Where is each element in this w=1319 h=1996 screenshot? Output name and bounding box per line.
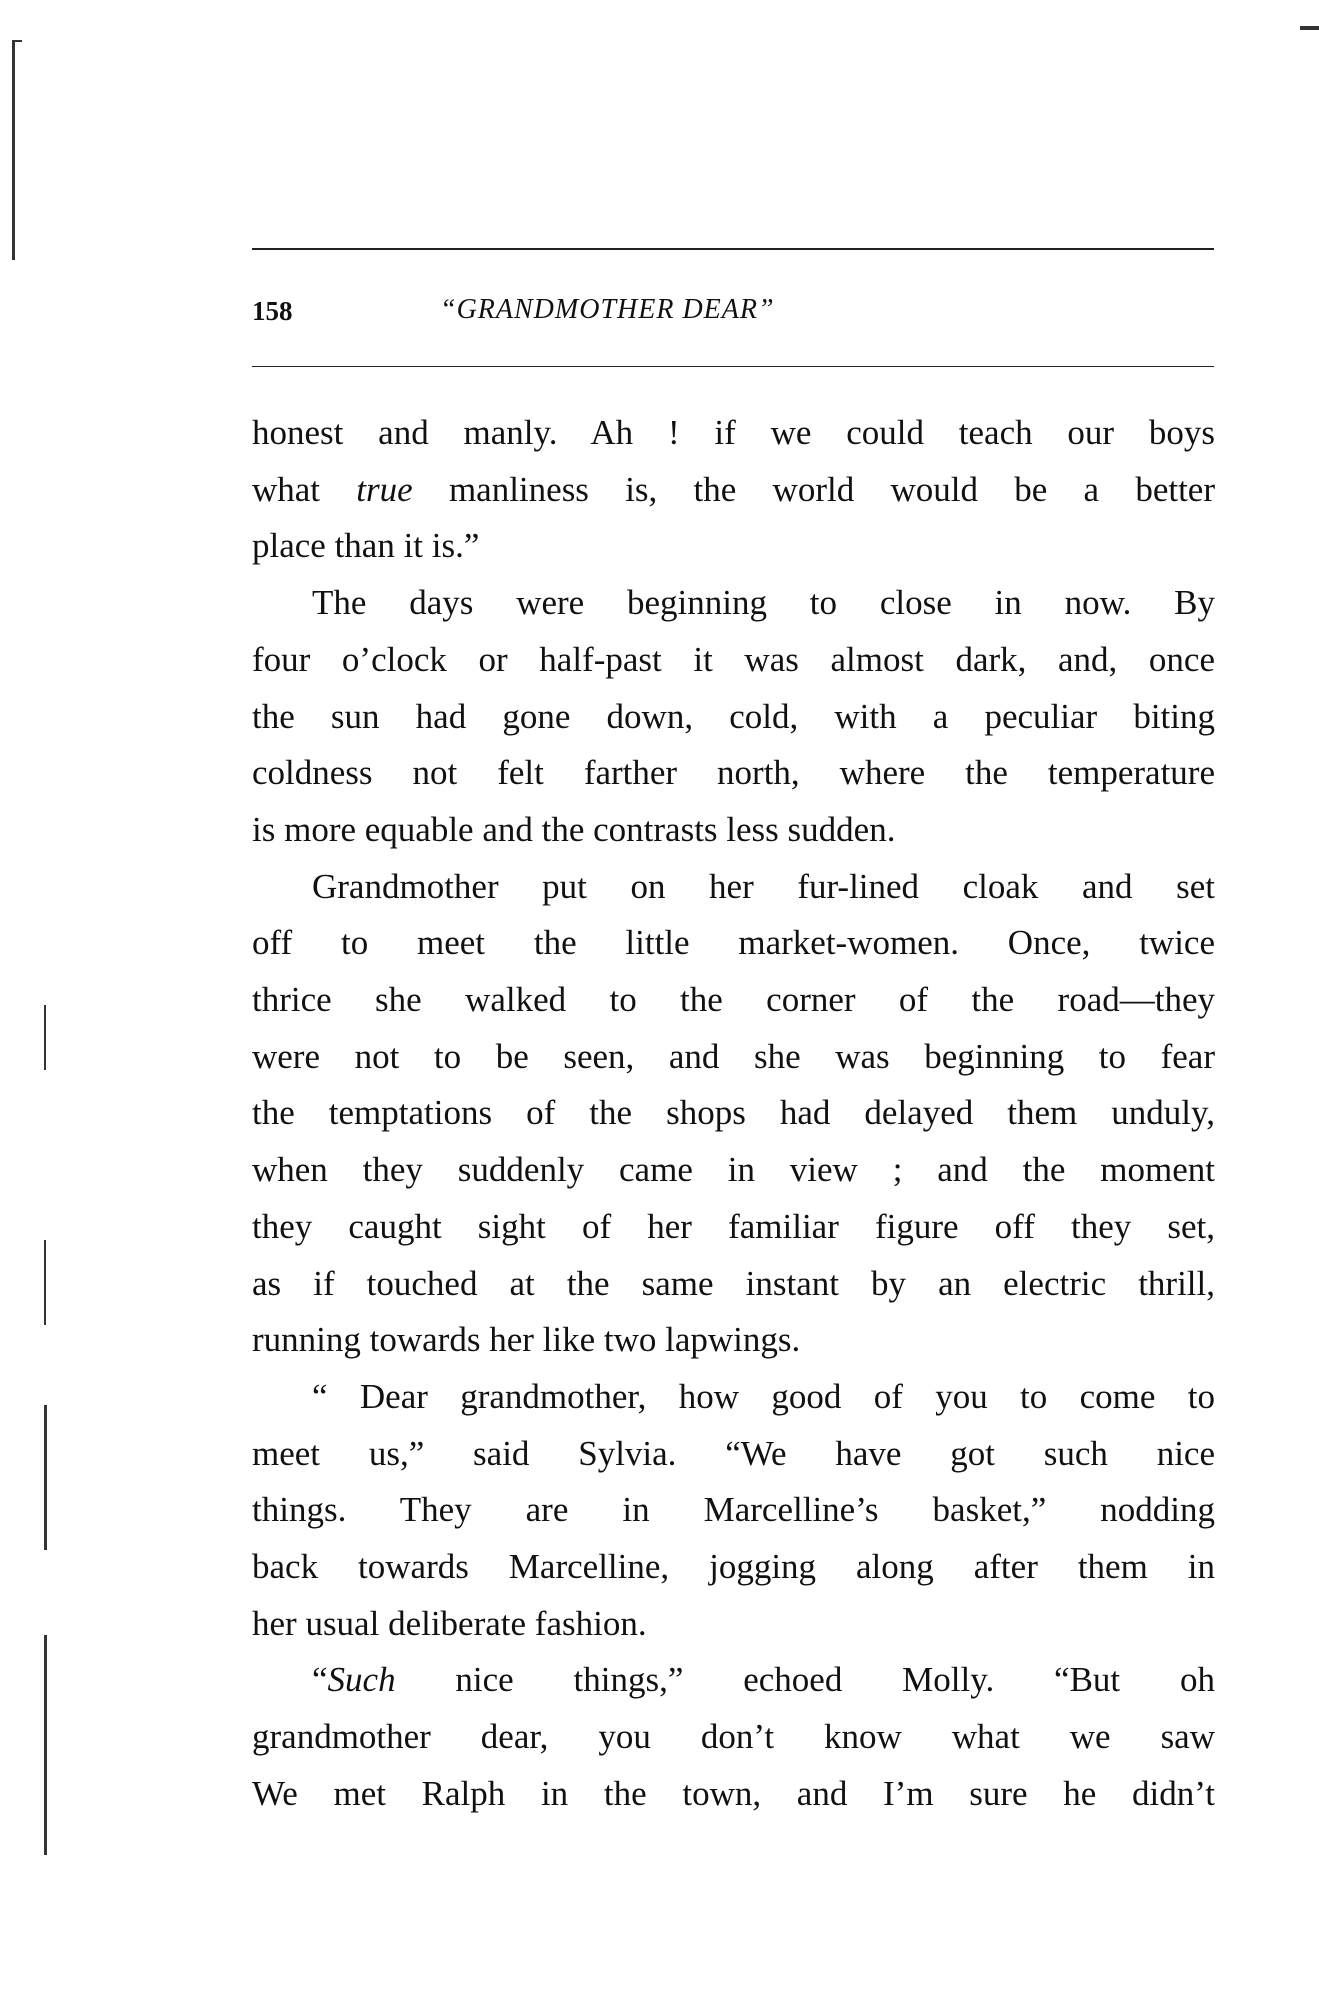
text-segment: the temptations of the shops had delayed them unduly,: [252, 1093, 1215, 1133]
text-line: [312, 1375, 1215, 1419]
text-line: [252, 524, 1215, 568]
text-segment: four o’clock or half-past it was almost dark, and, once: [252, 639, 1215, 679]
header-bottom-rule: [252, 366, 1214, 367]
text-segment: as if touched at the same instant by an electric thrill,: [252, 1263, 1215, 1303]
text-line: [252, 1488, 1215, 1532]
scan-edge-mark: [44, 1005, 46, 1070]
scan-edge-mark: [12, 40, 15, 260]
text-segment: meet us,” said Sylvia. “We have got such nice: [252, 1433, 1215, 1473]
text-line: [252, 1318, 1215, 1362]
scan-edge-mark: [44, 1635, 47, 1855]
text-segment: The days were beginning to close in now. By: [312, 583, 1215, 623]
italic-text: Such: [327, 1660, 396, 1700]
text-line: [252, 808, 1215, 852]
text-line: [252, 1091, 1215, 1135]
text-segment: off to meet the little market-women. Once, twice: [252, 923, 1215, 963]
text-segment: manliness is, the world would be a better: [412, 469, 1215, 509]
page-number: 158: [252, 296, 293, 326]
text-line: [312, 581, 1215, 625]
text-line: [252, 1205, 1215, 1249]
text-segment: running towards her like two lapwings.: [252, 1320, 801, 1360]
text-segment: they caught sight of her familiar figure off they set,: [252, 1206, 1215, 1246]
text-line: [252, 921, 1215, 965]
text-segment: back towards Marcelline, jogging along after them in: [252, 1547, 1215, 1586]
text-segment: is more equable and the contrasts less sudden.: [252, 809, 896, 849]
text-segment: “ Dear grandmother, how good of you to come to: [312, 1376, 1215, 1416]
text-line: [312, 1658, 1215, 1702]
text-segment: the sun had gone down, cold, with a peculiar biting: [252, 696, 1215, 736]
text-segment: place than it is.”: [252, 526, 480, 566]
text-line: [252, 1715, 1215, 1759]
text-line: [252, 1602, 1215, 1646]
text-segment: Grandmother put on her fur-lined cloak and set: [312, 866, 1215, 906]
text-segment: things. They are in Marcelline’s basket,” nodding: [252, 1490, 1215, 1530]
scan-edge-mark: [1300, 26, 1319, 30]
text-segment: “: [312, 1660, 328, 1700]
text-line: [252, 468, 1215, 512]
text-line: [252, 1262, 1215, 1306]
scan-edge-mark: [44, 1240, 46, 1325]
header-top-rule: [252, 248, 1214, 250]
text-line: [252, 751, 1215, 795]
text-segment: were not to be seen, and she was beginning to fear: [252, 1036, 1215, 1076]
text-segment: grandmother dear, you don’t know what we saw: [252, 1717, 1215, 1757]
text-segment: nice things,” echoed Molly. “But oh: [395, 1660, 1215, 1700]
text-segment: thrice she walked to the corner of the road—they: [252, 980, 1215, 1019]
text-line: [252, 411, 1215, 455]
text-line: [252, 1148, 1215, 1192]
scan-edge-mark: [44, 1405, 47, 1550]
text-segment: when they suddenly came in view ; and the moment: [252, 1150, 1215, 1190]
text-line: [312, 865, 1215, 909]
text-segment: coldness not felt farther north, where the temperature: [252, 753, 1215, 793]
text-line: [252, 1545, 1215, 1589]
text-line: [252, 695, 1215, 739]
text-segment: what: [252, 469, 357, 509]
text-line: [252, 1432, 1215, 1476]
text-line: [252, 978, 1215, 1022]
text-segment: We met Ralph in the town, and I’m sure he didn’t: [252, 1773, 1215, 1813]
text-line: [252, 1772, 1215, 1816]
text-segment: honest and manly. Ah ! if we could teach our boys: [252, 413, 1215, 452]
italic-text: true: [356, 469, 413, 509]
text-line: [252, 638, 1215, 682]
text-line: [252, 1035, 1215, 1079]
text-segment: her usual deliberate fashion.: [252, 1603, 647, 1643]
running-title: “GRANDMOTHER DEAR”: [440, 294, 775, 325]
scan-edge-mark: [12, 40, 22, 42]
